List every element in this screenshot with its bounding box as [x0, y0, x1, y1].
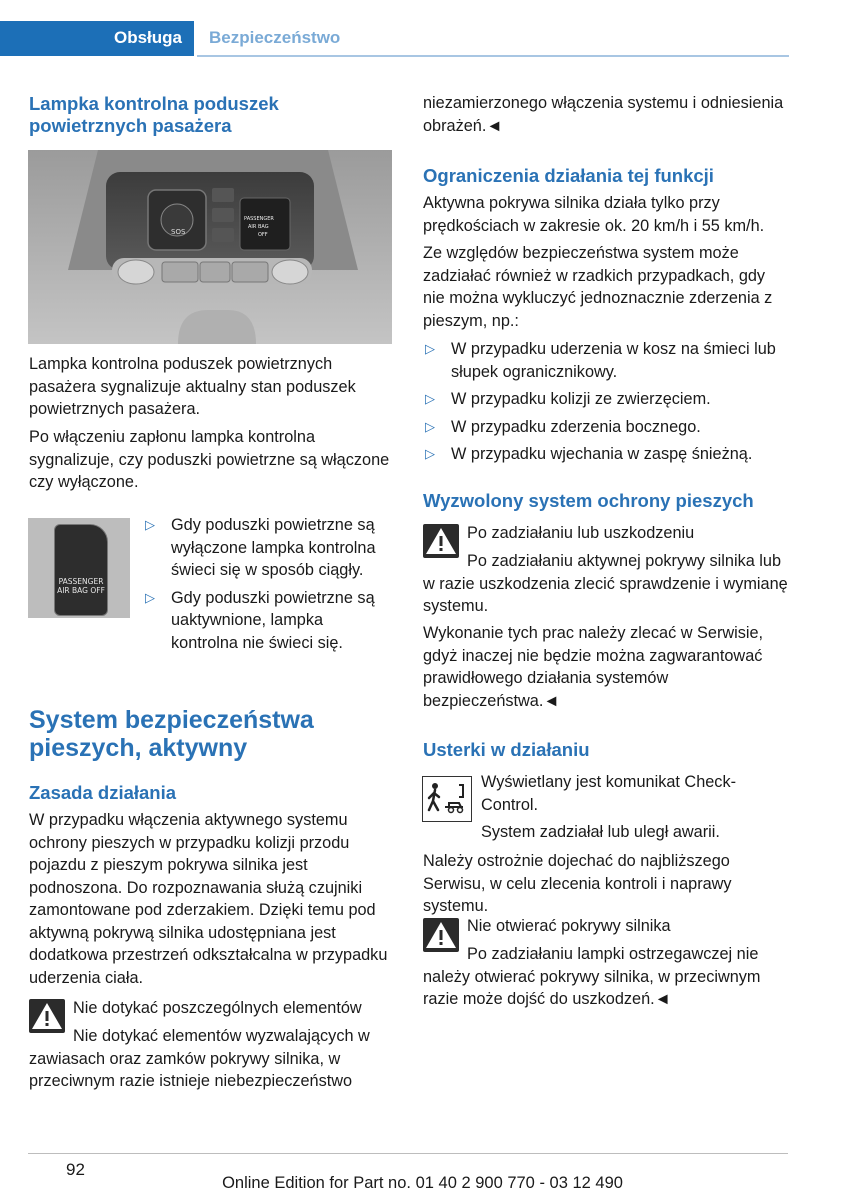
- list-item: ▷ W przypadku zderzenia bocznego.: [423, 416, 789, 439]
- triggered-paragraph: Wykonanie tych prac należy zlecać w Serwisie, gdyż inaczej nie będzie można zagwarantować prawidłowego działania systemów bezpieczeństwa.◄: [423, 624, 764, 710]
- subsection-tab-label: Bezpieczeństwo: [209, 28, 341, 47]
- warning-3-text: Po zadziałaniu lampki ostrzegawczej nie należy otwierać pokrywy silnika, w przeciwnym razie może dojść do uszkodzeń.◄: [423, 945, 761, 1008]
- section-title: System bezpieczeństwa pieszych, aktywny: [29, 706, 314, 762]
- limits-paragraph-1: Aktywna pokrywa silnika działa tylko przy prędkościach w zakresie ok. 20 km/h i 55 km/h.: [423, 194, 765, 235]
- svg-text:PASSENGER: PASSENGER: [244, 216, 274, 222]
- pedestrian-protection-icon: [422, 776, 472, 822]
- triangle-bullet-icon: ▷: [425, 341, 435, 356]
- section-tab-label: Obsługa: [113, 28, 182, 47]
- faults-message-2: System zadziałał lub uległ awarii.: [481, 823, 720, 841]
- continued-paragraph: niezamierzonego włączenia systemu i odniesienia obrażeń.◄: [423, 94, 784, 135]
- warning-2-text: Po zadziałaniu aktywnej pokrywy silnika lub w razie uszkodzenia zlecić sprawdzenie i wymianę systemu.: [423, 552, 788, 615]
- limits-heading: Ograniczenia działania tej funkcji: [423, 165, 714, 186]
- triangle-bullet-icon: ▷: [425, 391, 435, 406]
- section-tab: [0, 21, 194, 56]
- edition-note: Online Edition for Part no. 01 40 2 900 770 - 03 12 490: [222, 1174, 623, 1192]
- airbag-paragraph-2: Po włączeniu zapłonu lampka kontrolna sygnalizuje, czy poduszki powietrzne są włączone czy wyłączone.: [29, 428, 390, 491]
- list-item: ▷ W przypadku uderzenia w kosz na śmieci lub słupek ogranicznikowy.: [425, 340, 776, 381]
- limits-bullet-list: [423, 338, 789, 471]
- list-item: ▷ Gdy poduszki powietrzne są wyłączone lampka kontrolna świeci się w sposób ciągły.: [145, 516, 376, 579]
- triangle-bullet-icon: ▷: [425, 418, 435, 434]
- svg-text:AIR BAG: AIR BAG: [248, 224, 269, 230]
- overhead-console-photo: [28, 150, 392, 344]
- faults-heading: Usterki w działaniu: [423, 739, 590, 760]
- indicator-bullet-list: [143, 514, 393, 659]
- warning-1-title: Nie dotykać poszczególnych elementów: [73, 999, 362, 1017]
- warning-1-text: Nie dotykać elementów wyzwalających w zawiasach oraz zamków pokrywy silnika, w przeciwnym razie istnieje niebezpieczeństwo: [29, 1027, 370, 1090]
- airbag-paragraph-1: Lampka kontrolna poduszek powietrznych pasażera sygnalizuje aktualny stan poduszek powietrznych pasażera.: [29, 355, 356, 418]
- principle-heading: Zasada działania: [29, 782, 177, 803]
- triangle-bullet-icon: ▷: [145, 589, 155, 605]
- warning-3-title: Nie otwierać pokrywy silnika: [467, 917, 671, 935]
- faults-message: Wyświetlany jest komunikat Check-Control.: [481, 773, 737, 814]
- triggered-heading: Wyzwolony system ochrony pieszych: [423, 490, 754, 511]
- airbag-indicator-image: [28, 518, 130, 618]
- footer-rule: [28, 1153, 788, 1154]
- faults-paragraph: Należy ostrożnie dojechać do najbliższego Serwisu, w celu zlecenia kontroli i naprawy systemu.: [423, 852, 732, 915]
- triangle-bullet-icon: ▷: [145, 517, 155, 532]
- warning-2-title: Po zadziałaniu lub uszkodzeniu: [467, 524, 695, 542]
- airbag-heading: Lampka kontrolna poduszek powietrznych pasażera: [29, 93, 279, 136]
- limits-paragraph-2: Ze względów bezpieczeństwa system może zadziałać również w rzadkich przypadkach, gdy nie można wykluczyć jednoznacznie zderzenia z pieszym, np.:: [423, 244, 773, 330]
- indicator-label: PASSENGER AIR BAG OFF: [57, 577, 105, 595]
- header-rule: [197, 55, 789, 57]
- list-item: ▷ W przypadku wjechania w zaspę śnieżną.: [423, 443, 789, 466]
- sos-label: SOS: [171, 228, 186, 236]
- triangle-bullet-icon: ▷: [425, 446, 435, 461]
- subsection-tab: [197, 21, 437, 56]
- svg-text:OFF: OFF: [258, 232, 268, 238]
- principle-paragraph: W przypadku włączenia aktywnego systemu ochrony pieszych w przypadku kolizji przodu pojazdu z pieszym pokrywa silnika jest podnoszona. Do rozpoznawania służą czujniki zamontowane pod zderzakiem. Dzięki temu pod aktywną pokrywą silnika udostępniana jest dodatkowa przestrzeń odkształcalna w przypadku uderzenia ciała.: [29, 811, 388, 987]
- list-item: ▷ W przypadku kolizji ze zwierzęciem.: [423, 388, 789, 411]
- list-item: ▷ Gdy poduszki powietrzne są uaktywnione, lampka kontrolna nie świeci się.: [145, 588, 375, 652]
- page-number: 92: [66, 1160, 85, 1179]
